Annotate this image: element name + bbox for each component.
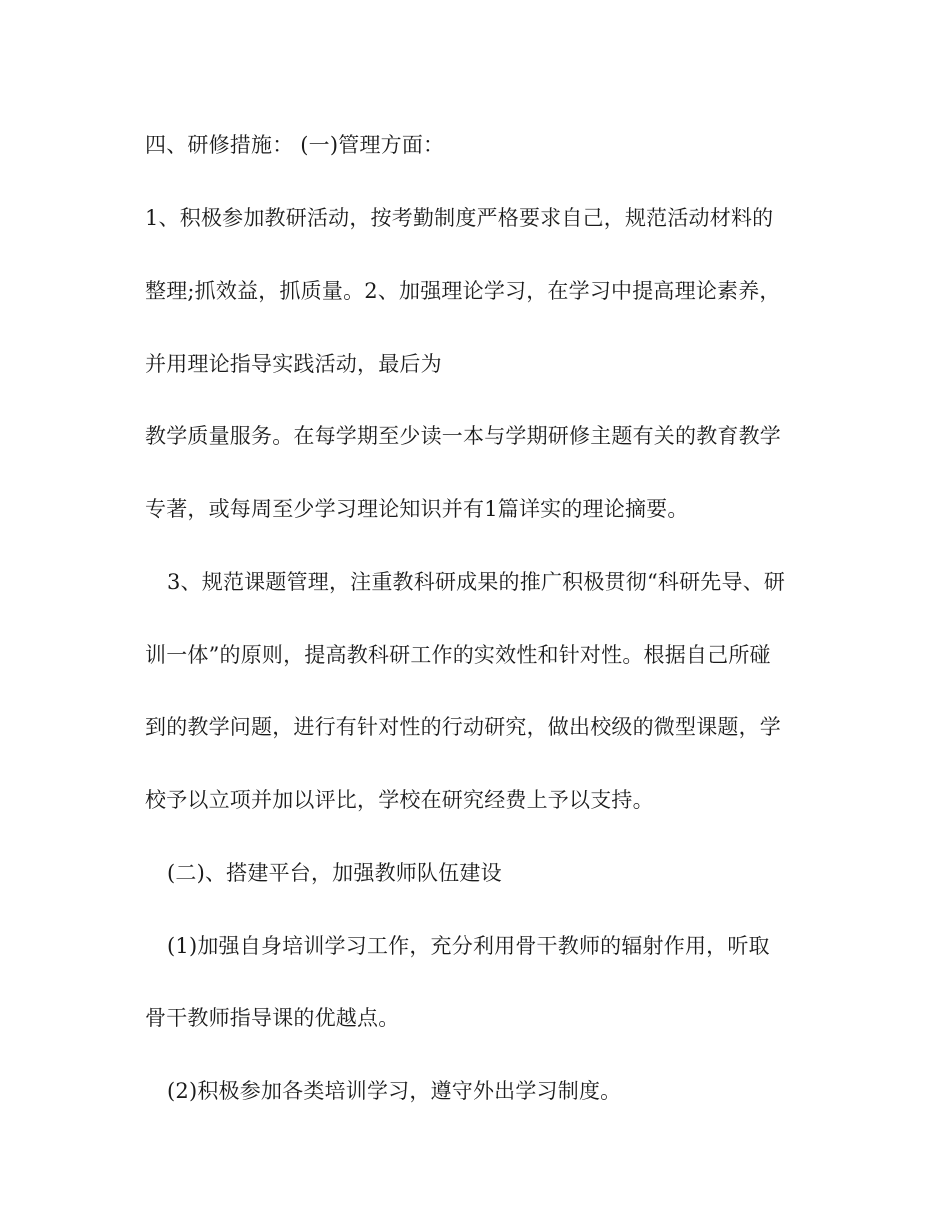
paragraph-line: 3、规范课题管理，注重教科研成果的推广积极贯彻“科研先导、研: [167, 570, 786, 594]
paragraph-line: (2)积极参加各类培训学习，遵守外出学习制度。: [167, 1079, 622, 1103]
paragraph-line: 并用理论指导实践活动，最后为: [145, 352, 442, 376]
paragraph-line: 教学质量服务。在每学期至少读一本与学期研修主题有关的教育教学: [145, 424, 781, 448]
paragraph-line: 1、积极参加教研活动，按考勤制度严格要求自己，规范活动材料的: [145, 206, 774, 230]
paragraph-line: 校予以立项并加以评比，学校在研究经费上予以支持。: [145, 788, 654, 812]
paragraph-line: 训一体”的原则，提高教科研工作的实效性和针对性。根据自己所碰: [145, 643, 771, 667]
paragraph-line: 整理;抓效益，抓质量。2、加强理论学习，在学习中提高理论素养，: [145, 279, 781, 303]
paragraph-line: 到的教学问题，进行有针对性的行动研究，做出校级的微型课题，学: [145, 715, 781, 739]
paragraph-line: 骨干教师指导课的优越点。: [145, 1006, 400, 1030]
paragraph-line: 专著，或每周至少学习理论知识并有1篇详实的理论摘要。: [145, 497, 689, 521]
section-heading: 四、研修措施： (一)管理方面：: [145, 133, 445, 157]
paragraph-line: (1)加强自身培训学习工作，充分利用骨干教师的辐射作用，听取: [167, 934, 770, 958]
subsection-heading: (二)、搭建平台，加强教师队伍建设: [167, 861, 502, 885]
